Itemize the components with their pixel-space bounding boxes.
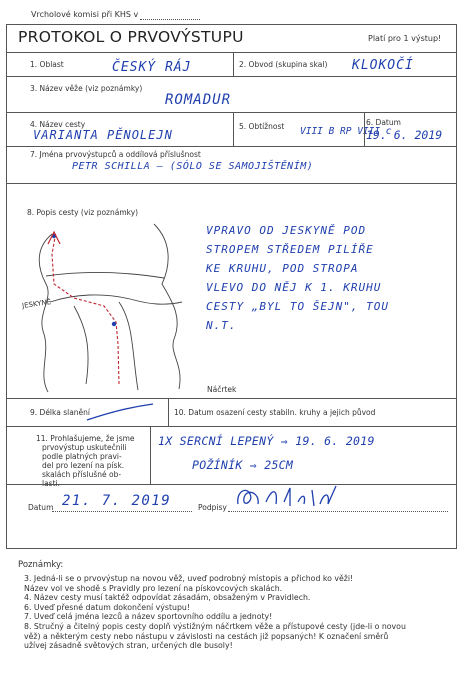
frame-right xyxy=(456,24,457,549)
field-4-label: 4. Název cesty xyxy=(30,120,86,129)
sketch-cave-label: JESKYNĚ xyxy=(21,298,52,310)
sketch-pillar-2 xyxy=(119,302,138,390)
divider-row1 xyxy=(233,52,234,76)
field-6-label: 6. Datum xyxy=(366,118,401,127)
sketch-bolt-1 xyxy=(112,322,116,326)
description-line-5: CESTY „BYL TO ŠEJN", TOU xyxy=(206,300,389,313)
description-line-1: VPRAVO OD JESKYNĚ POD xyxy=(206,224,367,237)
top-note-line xyxy=(140,19,200,20)
note-item: 4. Název cesty musí taktéž odpovídat zásadám, obsaženým v Pravidlech. xyxy=(24,593,311,603)
field-5-label: 5. Obtížnost xyxy=(239,122,285,131)
field-1-value: ČESKÝ RÁJ xyxy=(112,60,192,75)
declaration-line-3: podle platných pravi- xyxy=(42,452,122,461)
divider-row4b xyxy=(364,112,365,146)
valid-note: Platí pro 1 výstup! xyxy=(368,34,442,43)
declaration-line-1: 11. Prohlašujeme, že jsme xyxy=(36,434,135,443)
notes-list xyxy=(24,574,456,651)
date-label: Datum xyxy=(28,503,54,512)
row4-bottom xyxy=(6,146,457,147)
rappel-label: 9. Délka slanění xyxy=(30,408,90,417)
field-6-value: 19. 6. 2019 xyxy=(366,128,443,142)
description-line-6: N.T. xyxy=(206,319,237,332)
divider-row4a xyxy=(233,112,234,146)
date-line xyxy=(52,511,192,512)
sketch-pillar xyxy=(74,306,88,384)
sketch-route-line xyxy=(52,232,119,384)
field-2-value: KLOKOČÍ xyxy=(352,58,414,73)
row1-bottom xyxy=(6,76,457,77)
sketch-rock-left xyxy=(39,234,52,392)
declaration-line-6: lasti. xyxy=(42,479,60,488)
field-5-value: VIII B RP VIII c xyxy=(300,126,392,137)
notes-title: Poznámky: xyxy=(18,560,64,570)
bolts-label: 10. Datum osazení cesty stabiln. kruhy a jejich původ xyxy=(174,408,376,417)
frame-left xyxy=(6,24,7,549)
top-note: Vrcholové komisi při KHS v xyxy=(31,10,139,19)
rappel-strike xyxy=(85,402,155,422)
description-line-2: STROPEM STŘEDEM PILÍŘE xyxy=(206,243,374,256)
sketch-cave-top xyxy=(46,273,164,279)
frame-top xyxy=(6,24,457,25)
description-line-4: VLEVO DO NĚJ K 1. KRUHU xyxy=(206,281,382,294)
divider-row11 xyxy=(150,426,151,484)
field-3-value: ROMADUR xyxy=(165,92,232,108)
divider-row9 xyxy=(168,398,169,426)
note-item: Název vol ve shodě s Pravidly pro lezení na pískovcových skalách. xyxy=(24,583,283,593)
note-item: 7. Uveď celá jména lezců a název sportovního oddílu a jednoty! xyxy=(24,612,273,622)
field-1-label: 1. Oblast xyxy=(30,60,64,69)
date-value: 21. 7. 2019 xyxy=(62,493,172,509)
declaration-line-4: del pro lezení na písk. xyxy=(42,461,125,470)
field-7-label: 7. Jména prvovýstupců a oddílová příslušnost xyxy=(30,150,201,159)
declaration-line-5: skalách příslušné ob- xyxy=(42,470,122,479)
sketch-caption: Náčrtek xyxy=(207,385,237,394)
note-item: 6. Uveď přesné datum dokončení výstupu! xyxy=(24,602,190,612)
section8-bottom xyxy=(6,398,457,399)
sketch-cave-bottom xyxy=(50,295,182,304)
note-item: 3. Jedná-li se o prvovýstup na novou věž, uveď podrobný místopis a přichod ko věži! xyxy=(24,574,354,583)
field-4-value: VARIANTA PĚNOLEJN xyxy=(33,128,173,142)
sketch-rock-right xyxy=(154,224,180,389)
description-label: 8. Popis cesty (viz poznámky) xyxy=(27,208,139,217)
note-item: užívej zásadně světových stran, určených dle busoly! xyxy=(24,641,233,651)
bolts-line-1: 1X SERCNÍ LEPENÝ ⇒ 19. 6. 2019 xyxy=(158,434,375,448)
row3-bottom xyxy=(6,112,457,113)
sign-label: Podpisy xyxy=(198,503,227,512)
note-item: věž) a některým cesty nebo nástupu v závislosti na cestách již popsaných! K označení směrů xyxy=(24,631,389,641)
page-title: PROTOKOL O PRVOVÝSTUPU xyxy=(18,28,244,46)
row7-bottom xyxy=(6,183,457,184)
bolts-line-2: POŽÍNÍK ⇒ 25CM xyxy=(192,458,294,472)
field-7-value: PETR SCHILLA – (SÓLO SE SAMOJIŠTĚNÍM) xyxy=(72,161,314,172)
description-line-3: KE KRUHU, POD STROPA xyxy=(206,262,359,275)
note-item: 8. Stručný a čitelný popis cesty doplň výstižným náčrtkem věže a přístupové cesty (jde-li o novou xyxy=(24,621,406,631)
field-3-label: 3. Název věže (viz poznámky) xyxy=(30,84,143,93)
row9-bottom xyxy=(6,426,457,427)
field-2-label: 2. Obvod (skupina skal) xyxy=(239,60,328,69)
declaration-line-2: prvovýstup uskutečnili xyxy=(42,443,127,452)
frame-under-title xyxy=(6,52,457,53)
frame-bottom xyxy=(6,548,457,549)
signature-icon xyxy=(232,482,352,512)
